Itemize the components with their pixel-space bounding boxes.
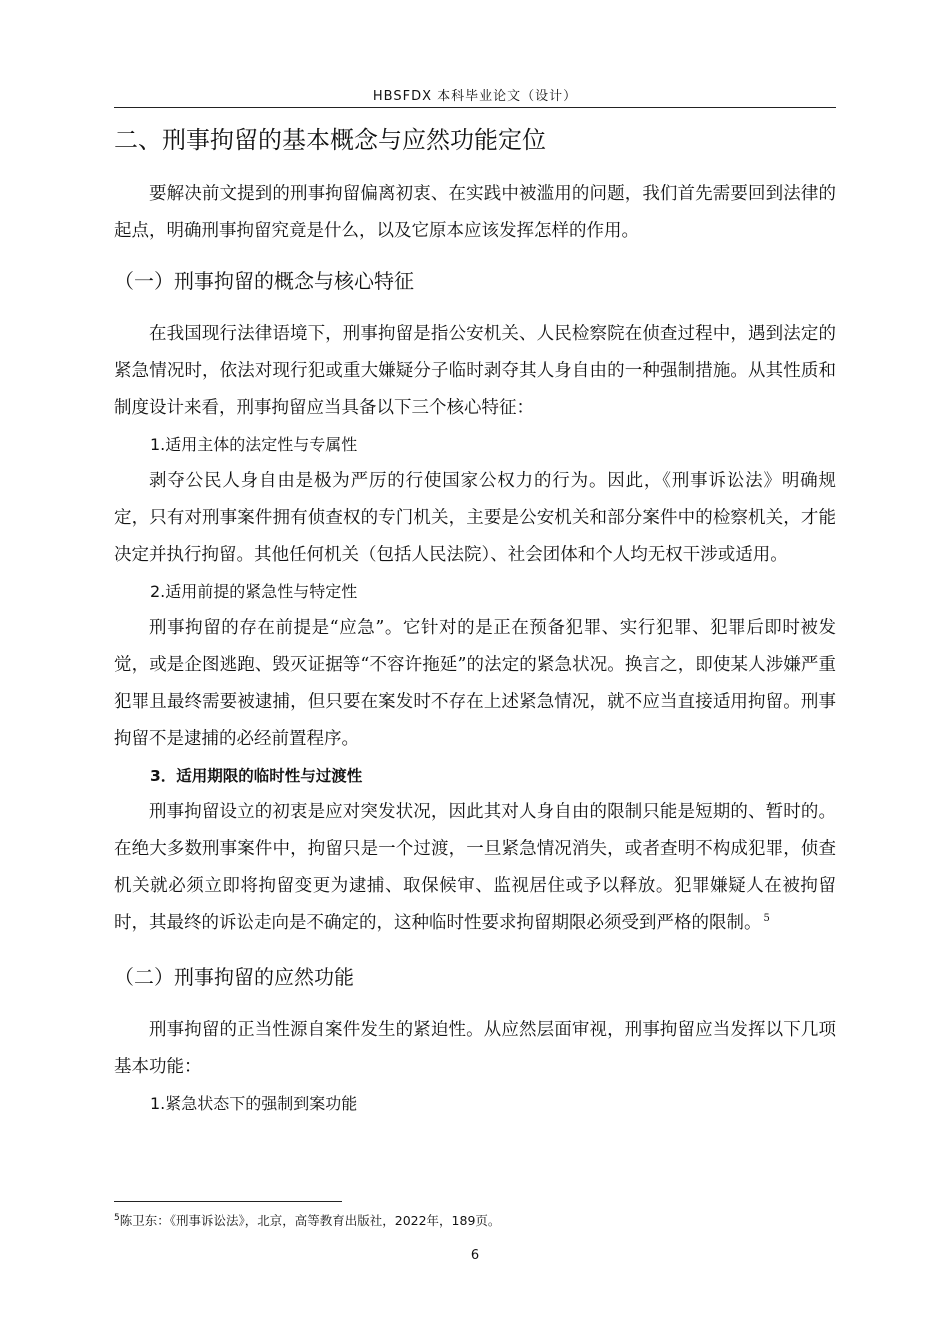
item-1-heading: 1.适用主体的法定性与专属性 — [150, 435, 358, 454]
running-header: HBSFDX 本科毕业论文（设计） — [372, 89, 578, 104]
item-3-text — [114, 794, 836, 942]
item-1-text: 剥夺公民人身自由是极为严厉的行使国家公权力的行为。因此，《刑事诉讼法》明确规定，只有对刑事案件拥有侦查权的专门机关，主要是公安机关和部分案件中的检察机关，才能决定并执行拘留。其他任何机关（包括人民法院）、社会团体和个人均无权干涉或适用。 — [114, 471, 836, 565]
subsection-1-intro: 在我国现行法律语境下，刑事拘留是指公安机关、人民检察院在侦查过程中，遇到法定的紧急情况时，依法对现行犯或重大嫌疑分子临时剥夺其人身自由的一种强制措施。从其性质和制度设计来看，刑事拘留应当具备以下三个核心特征： — [114, 324, 836, 418]
footnote-mark: 5 — [114, 1212, 120, 1223]
subsection-2-intro: 刑事拘留的正当性源自案件发生的紧迫性。从应然层面审视，刑事拘留应当发挥以下几项基本功能： — [114, 1020, 836, 1077]
section-intro: 要解决前文提到的刑事拘留偏离初衷、在实践中被滥用的问题，我们首先需要回到法律的起点，明确刑事拘留究竟是什么，以及它原本应该发挥怎样的作用。 — [114, 184, 836, 241]
section-title: 二、刑事拘留的基本概念与应然功能定位 — [114, 126, 546, 154]
footnote-rule — [114, 1201, 342, 1202]
footnote — [114, 1212, 836, 1230]
item-2-text: 刑事拘留的存在前提是“应急”。它针对的是正在预备犯罪、实行犯罪、犯罪后即时被发觉，或是企图逃跑、毁灭证据等“不容许拖延”的法定的紧急状况。换言之，即使某人涉嫌严重犯罪且最终需要被逮捕，但只要在案发时不存在上述紧急情况，就不应当直接适用拘留。刑事拘留不是逮捕的必经前置程序。 — [114, 618, 836, 749]
page-number: 6 — [470, 1248, 480, 1263]
subsection-2-title: （二）刑事拘留的应然功能 — [114, 965, 354, 989]
header-rule — [114, 107, 836, 108]
footnote-reference[interactable]: 5 — [763, 913, 770, 925]
item-3-body: 刑事拘留设立的初衷是应对突发状况，因此其对人身自由的限制只能是短期的、暂时的。在绝大多数刑事案件中，拘留只是一个过渡，一旦紧急情况消失，或者查明不构成犯罪，侦查机关就必须立即将拘留变更为逮捕、取保候审、监视居住或予以释放。犯罪嫌疑人在被拘留时，其最终的诉讼走向是不确定的，这种临时性要求拘留期限必须受到严格的限制。 — [114, 802, 836, 933]
subsection-1-title: （一）刑事拘留的概念与核心特征 — [114, 269, 414, 293]
page-content — [114, 118, 836, 1122]
item-2-1-heading: 1.紧急状态下的强制到案功能 — [150, 1094, 358, 1113]
footnote-text: 陈卫东：《刑事诉讼法》，北京，高等教育出版社，2022年，189页。 — [119, 1213, 501, 1228]
item-2-heading: 2.适用前提的紧急性与特定性 — [150, 582, 358, 601]
item-3-heading: 3．适用期限的临时性与过渡性 — [150, 767, 363, 785]
